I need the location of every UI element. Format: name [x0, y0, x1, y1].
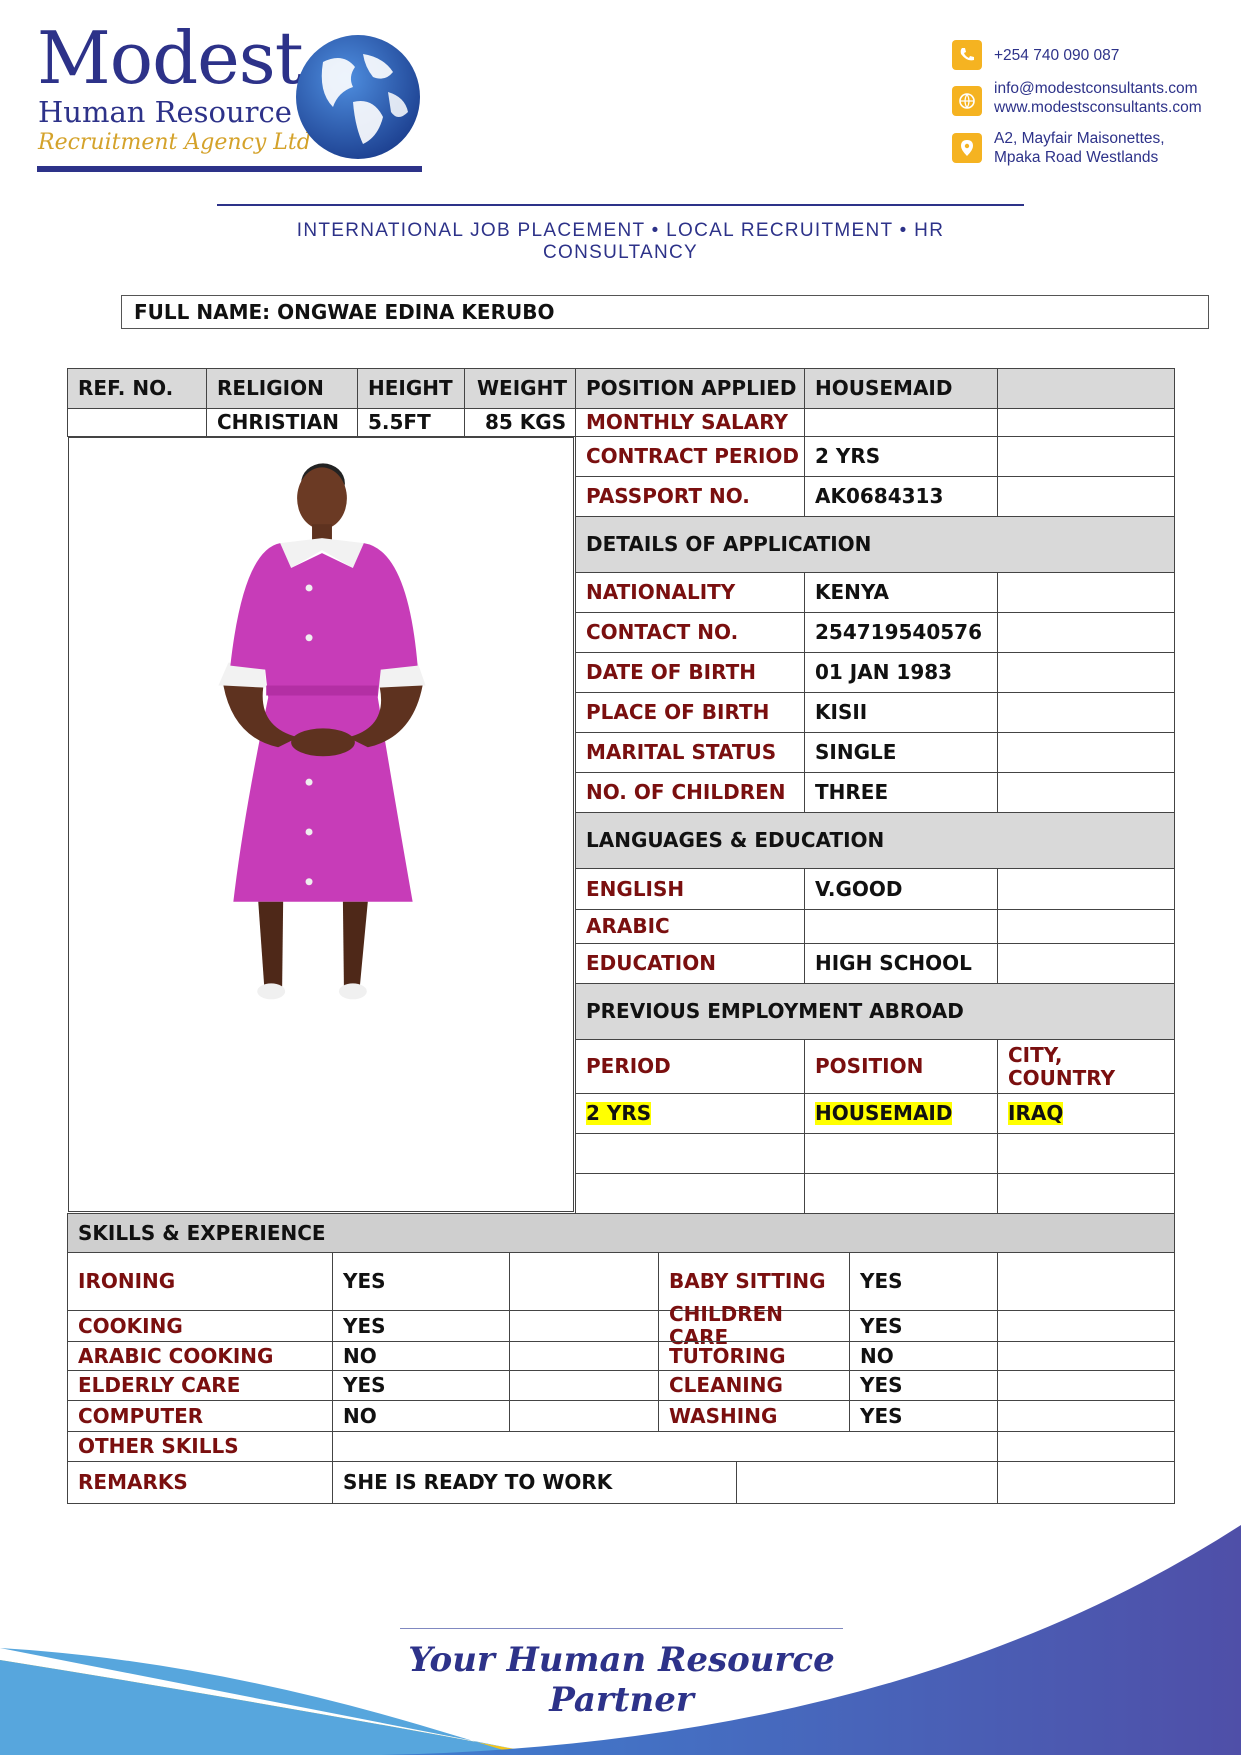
children-label: NO. OF CHILDREN [575, 772, 805, 813]
arabic-value [804, 909, 998, 944]
education-label: EDUCATION [575, 943, 805, 984]
remarks-extra [997, 1461, 1175, 1504]
ref-value [67, 408, 207, 437]
emp-empty-cell [575, 1173, 805, 1214]
emp-city-value: IRAQ [1008, 1101, 1064, 1125]
salary-extra [997, 408, 1175, 437]
web-icon [952, 86, 982, 116]
education-extra [997, 943, 1175, 984]
logo-agency: Recruitment Agency Ltd [38, 130, 311, 155]
tagline: INTERNATIONAL JOB PLACEMENT • LOCAL RECRUITMENT • HR CONSULTANCY [296, 220, 945, 263]
height-value: 5.5FT [357, 408, 465, 437]
dob-label: DATE OF BIRTH [575, 652, 805, 693]
skill-label: BABY SITTING [658, 1252, 850, 1311]
emp-position-value: HOUSEMAID [815, 1101, 953, 1125]
contract-value: 2 YRS [804, 436, 998, 477]
emp-city-cell [997, 1093, 1175, 1134]
position-applied-label: POSITION APPLIED [575, 368, 805, 409]
marital-value: SINGLE [804, 732, 998, 773]
pob-label: PLACE OF BIRTH [575, 692, 805, 733]
section-skills: SKILLS & EXPERIENCE [67, 1213, 1175, 1253]
emp-position-cell [804, 1093, 998, 1134]
ref-label: REF. NO. [67, 368, 207, 409]
other-skills-label: OTHER SKILLS [67, 1431, 333, 1462]
contact-no-value: 254719540576 [804, 612, 998, 653]
passport-label: PASSPORT NO. [575, 476, 805, 517]
tagline-divider [217, 204, 1024, 206]
weight-value: 85 KGS [464, 408, 576, 437]
height-label: HEIGHT [357, 368, 465, 409]
weight-label: WEIGHT [464, 368, 576, 409]
section-application: DETAILS OF APPLICATION [575, 516, 1175, 573]
dob-extra [997, 652, 1175, 693]
contact-website[interactable]: www.modestsconsultants.com [994, 99, 1202, 116]
skill-extra [509, 1341, 659, 1371]
skill-label: TUTORING [658, 1341, 850, 1371]
skill-extra [997, 1252, 1175, 1311]
candidate-photo-cell [68, 437, 574, 1212]
contact-no-label: CONTACT NO. [575, 612, 805, 653]
skill-value: YES [332, 1252, 510, 1311]
section-employment: PREVIOUS EMPLOYMENT ABROAD [575, 983, 1175, 1040]
english-value: V.GOOD [804, 868, 998, 910]
skill-extra [997, 1341, 1175, 1371]
skill-label: CLEANING [658, 1370, 850, 1401]
emp-empty-cell [804, 1133, 998, 1174]
skill-label: WASHING [658, 1400, 850, 1432]
remarks-label: REMARKS [67, 1461, 333, 1504]
emp-empty-cell [997, 1173, 1175, 1214]
children-value: THREE [804, 772, 998, 813]
logo-underline [37, 166, 422, 172]
passport-value: AK0684313 [804, 476, 998, 517]
skill-value: NO [849, 1341, 998, 1371]
nationality-label: NATIONALITY [575, 572, 805, 613]
contact-no-extra [997, 612, 1175, 653]
education-value: HIGH SCHOOL [804, 943, 998, 984]
other-skills-extra [997, 1431, 1175, 1462]
skill-label: ARABIC COOKING [67, 1341, 333, 1371]
phone-icon [952, 40, 982, 70]
position-extra [997, 368, 1175, 409]
contact-address-line2: Mpaka Road Westlands [994, 149, 1159, 166]
other-skills-value [332, 1431, 998, 1462]
logo-subtitle: Human Resource [38, 95, 292, 129]
marital-extra [997, 732, 1175, 773]
skill-extra [997, 1310, 1175, 1342]
skill-label: ELDERLY CARE [67, 1370, 333, 1401]
full-name: FULL NAME: ONGWAE EDINA KERUBO [121, 295, 1209, 329]
arabic-label: ARABIC [575, 909, 805, 944]
marital-label: MARITAL STATUS [575, 732, 805, 773]
salary-label: MONTHLY SALARY [575, 408, 805, 437]
nationality-value: KENYA [804, 572, 998, 613]
remarks-extra [736, 1461, 998, 1504]
children-extra [997, 772, 1175, 813]
skill-value: YES [332, 1310, 510, 1342]
position-applied-value: HOUSEMAID [804, 368, 998, 409]
skill-value: NO [332, 1400, 510, 1432]
skill-extra [509, 1310, 659, 1342]
nationality-extra [997, 572, 1175, 613]
emp-city-label: CITY, COUNTRY [997, 1039, 1175, 1094]
contact-phone: +254 740 090 087 [994, 47, 1120, 64]
religion-label: RELIGION [206, 368, 358, 409]
candidate-photo [69, 437, 573, 1212]
skill-label: CHILDREN CARE [658, 1310, 850, 1342]
english-label: ENGLISH [575, 868, 805, 910]
skill-extra [997, 1370, 1175, 1401]
dob-value: 01 JAN 1983 [804, 652, 998, 693]
skill-extra [997, 1400, 1175, 1432]
contact-address-line1: A2, Mayfair Maisonettes, [994, 130, 1165, 147]
skill-value: YES [849, 1252, 998, 1311]
pob-extra [997, 692, 1175, 733]
footer-divider [400, 1628, 843, 1629]
contract-label: CONTRACT PERIOD [575, 436, 805, 477]
skill-value: NO [332, 1341, 510, 1371]
skill-value: YES [849, 1310, 998, 1342]
logo-title: Modest [37, 16, 303, 100]
skill-extra [509, 1400, 659, 1432]
remarks-value: SHE IS READY TO WORK [332, 1461, 737, 1504]
emp-period-cell [575, 1093, 805, 1134]
location-pin-icon [952, 133, 982, 163]
contract-extra [997, 436, 1175, 477]
globe-icon [293, 32, 423, 162]
skill-value: YES [332, 1370, 510, 1401]
footer-slogan: Your Human Resource Partner [408, 1640, 835, 1720]
emp-period-label: PERIOD [575, 1039, 805, 1094]
emp-position-label: POSITION [804, 1039, 998, 1094]
emp-empty-cell [575, 1133, 805, 1174]
section-languages: LANGUAGES & EDUCATION [575, 812, 1175, 869]
salary-value [804, 408, 998, 437]
passport-extra [997, 476, 1175, 517]
religion-value: CHRISTIAN [206, 408, 358, 437]
arabic-extra [997, 909, 1175, 944]
skill-label: COMPUTER [67, 1400, 333, 1432]
skill-label: COOKING [67, 1310, 333, 1342]
english-extra [997, 868, 1175, 910]
emp-empty-cell [804, 1173, 998, 1214]
skill-extra [509, 1370, 659, 1401]
emp-empty-cell [997, 1133, 1175, 1174]
pob-value: KISII [804, 692, 998, 733]
skill-value: YES [849, 1370, 998, 1401]
emp-period-value: 2 YRS [586, 1101, 652, 1125]
skill-extra [509, 1252, 659, 1311]
skill-value: YES [849, 1400, 998, 1432]
contact-email[interactable]: info@modestconsultants.com [994, 80, 1198, 97]
skill-label: IRONING [67, 1252, 333, 1311]
